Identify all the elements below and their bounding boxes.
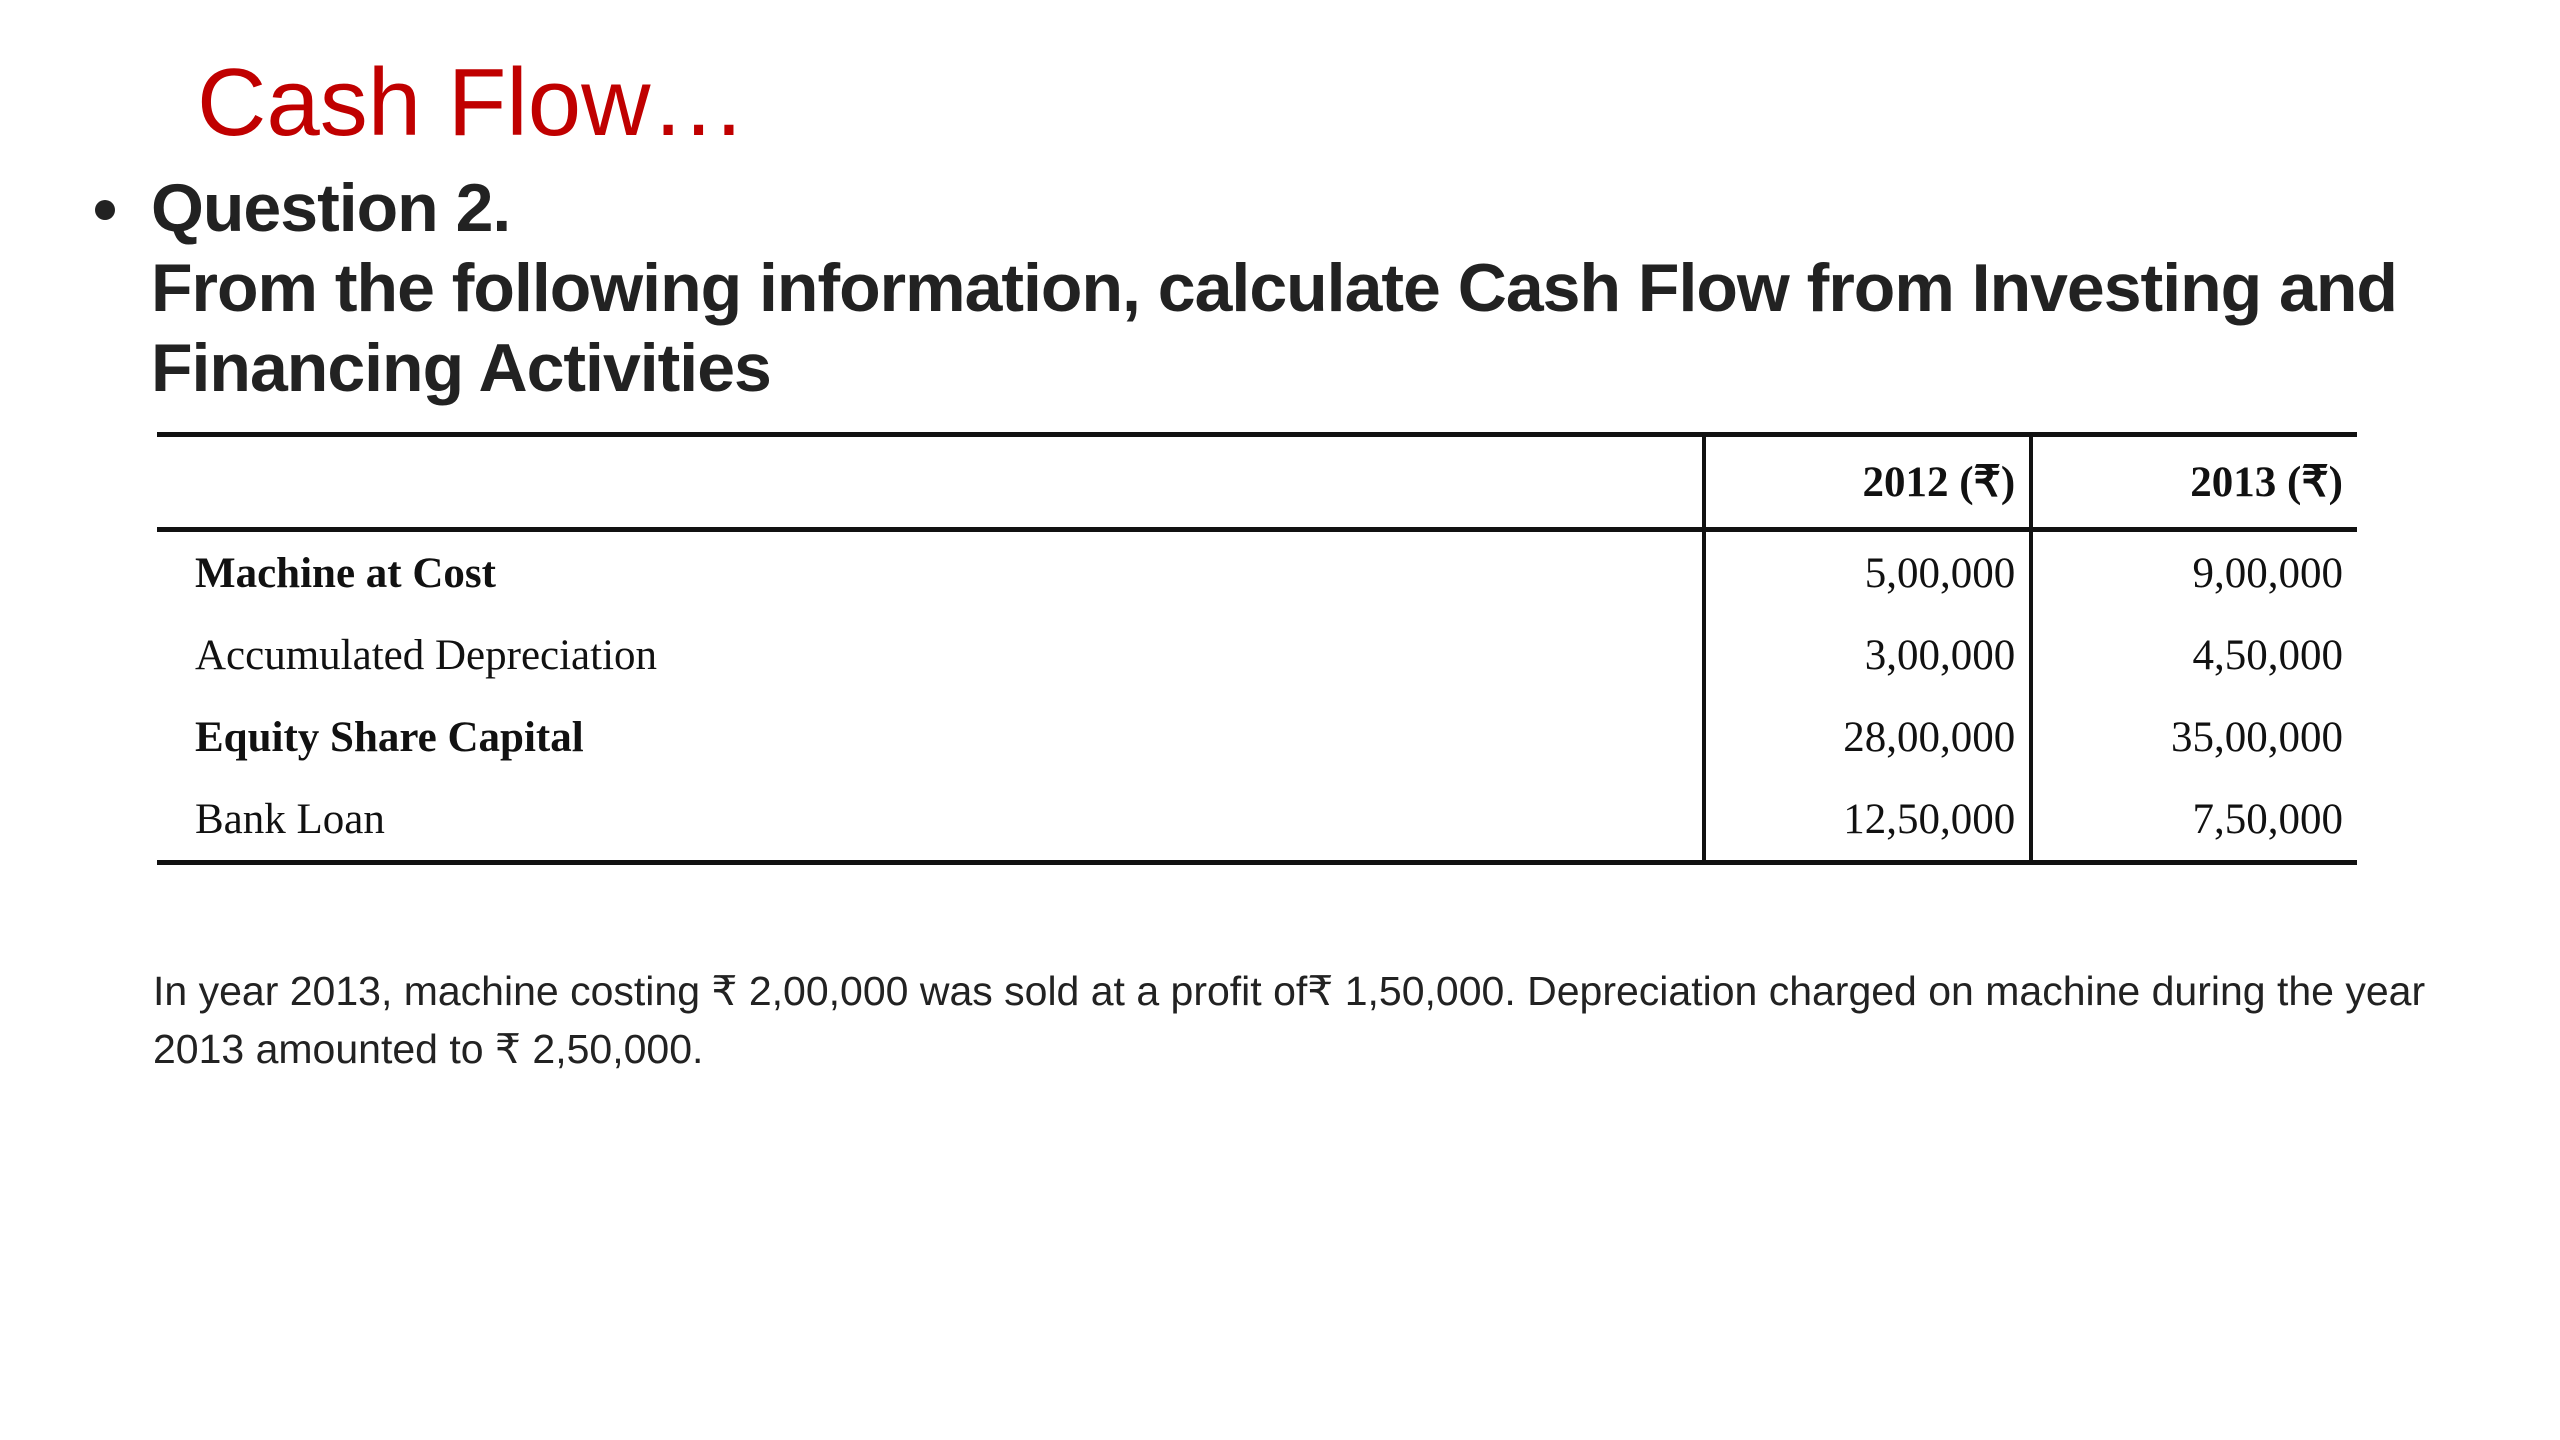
value-2012: 3,00,000 [1704,614,2032,696]
value-2012: 28,00,000 [1704,696,2032,778]
row-label: Machine at Cost [195,549,496,597]
question-heading: Question 2. [151,170,511,246]
table-row [157,530,2357,615]
value-2013: 4,50,000 [2031,614,2357,696]
row-label: Bank Loan [157,778,1704,863]
value-2012: 5,00,000 [1704,530,2032,615]
value-2013: 35,00,000 [2031,696,2357,778]
table-header-2013: 2013 (₹) [2031,435,2357,530]
value-2013: 7,50,000 [2031,778,2357,863]
table-row [157,778,2357,863]
row-label: Accumulated Depreciation [195,631,658,679]
table-header-2012: 2012 (₹) [1704,435,2032,530]
bullet-icon [95,200,115,220]
table-header-row [157,435,2357,530]
row-label: Equity Share Capital [195,713,584,761]
table-row [157,614,2357,696]
slide-title: Cash Flow… [197,49,747,156]
value-2012: 12,50,000 [1704,778,2032,863]
table-header-blank [157,435,1704,530]
data-table [157,432,2357,865]
note-text: In year 2013, machine costing ₹ 2,00,000 was sold at a profit of₹ 1,50,000. Depreciation charged on machine during the year 2013 amounted to ₹ 2,50,000. [153,968,2426,1072]
value-2013: 9,00,000 [2031,530,2357,615]
table-row [157,696,2357,778]
question-text: From the following information, calculate Cash Flow from Investing and Financing Activities [151,250,2397,406]
